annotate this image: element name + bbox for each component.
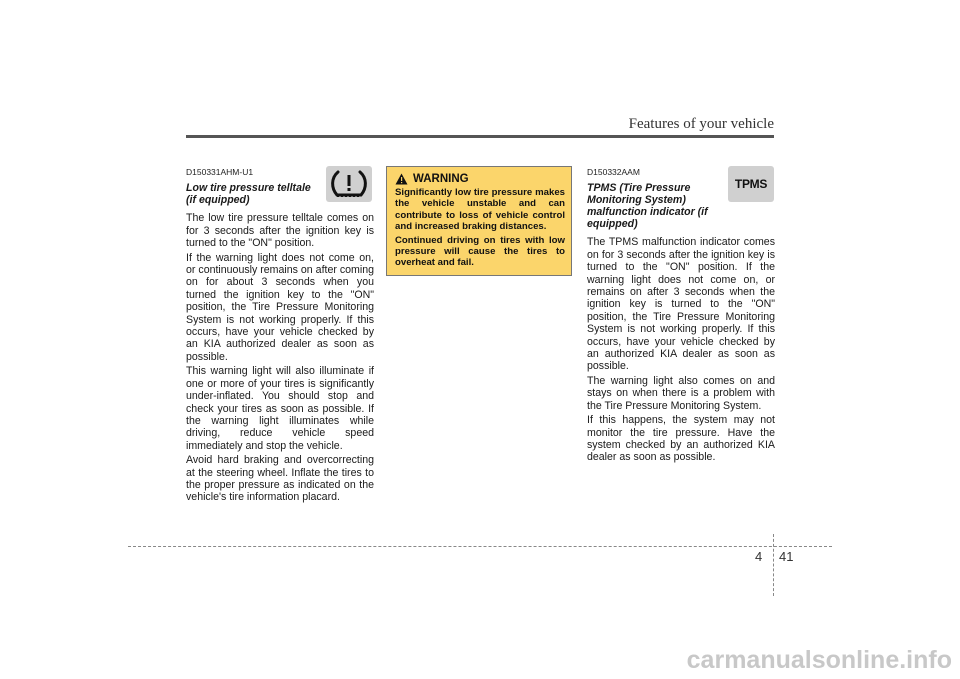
left-column (186, 166, 374, 506)
section-heading: Low tire pressure telltale (if equipped) (186, 182, 311, 207)
tire-pressure-icon (326, 166, 372, 202)
warning-text: Continued driving on tires with low pressure will cause the tires to overheat and fail. (395, 234, 565, 269)
warning-triangle-icon (395, 173, 408, 185)
tpms-icon (728, 166, 774, 202)
paragraph: This warning light will also illuminate if one or more of your tires is significantly under-inflated. You should stop and check your tires as soon as possible. If the warning light illuminates while driving, reduce vehicle speed immediately and stop the vehicle. (186, 365, 374, 452)
warning-text: Significantly low tire pressure makes the vehicle unstable and can contribute to loss of vehicle control and increased braking distances. (395, 187, 565, 233)
warning-title: WARNING (413, 173, 469, 185)
section-code: D150331AHM-U1 (186, 167, 254, 177)
paragraph: The TPMS malfunction indicator comes on for 3 seconds after the ignition key is turned to the "ON" position. If the warning light does not come on, or remains on after 3 seconds when the ignition key is turned to the "ON" position, the Tire Pressure Monitoring System is not working properly. If this occurs, have your vehicle checked by an authorized KIA dealer as soon as possible. (587, 236, 775, 373)
paragraph: If the warning light does not come on, or continuously remains on after coming on for about 3 seconds when you turned the ignition key to the "ON" position, the Tire Pressure Monitoring System is not working properly. If this occurs, have your vehicle checked by an KIA authorized dealer as soon as possible. (186, 251, 374, 363)
tpms-icon-label: TPMS (734, 177, 768, 191)
right-column (587, 166, 775, 466)
watermark: carmanualsonline.info (686, 646, 952, 674)
chapter-number: 4 (755, 549, 763, 564)
footer-divider (773, 534, 774, 596)
paragraph: The low tire pressure telltale comes on for 3 seconds after the ignition key is turned to the "ON" position. (186, 212, 374, 250)
footer-rule (128, 546, 832, 547)
paragraph: If this happens, the system may not monitor the tire pressure. Have the system checked by an authorized KIA dealer as soon as possible. (587, 414, 775, 464)
section-heading: TPMS (Tire Pressure Monitoring System) malfunction indicator (if equipped) (587, 182, 708, 231)
paragraph: Avoid hard braking and overcorrecting at the steering wheel. Inflate the tires to the proper pressure as indicated on the vehicle's tire information placard. (186, 454, 374, 504)
warning-box (386, 166, 572, 276)
header-title: Features of your vehicle (628, 116, 774, 132)
page-number: 41 (779, 549, 794, 564)
section-code: D150332AAM (587, 167, 640, 177)
header-rule (186, 135, 774, 138)
paragraph: The warning light also comes on and stays on when there is a problem with the Tire Pressure Monitoring System. (587, 374, 775, 412)
